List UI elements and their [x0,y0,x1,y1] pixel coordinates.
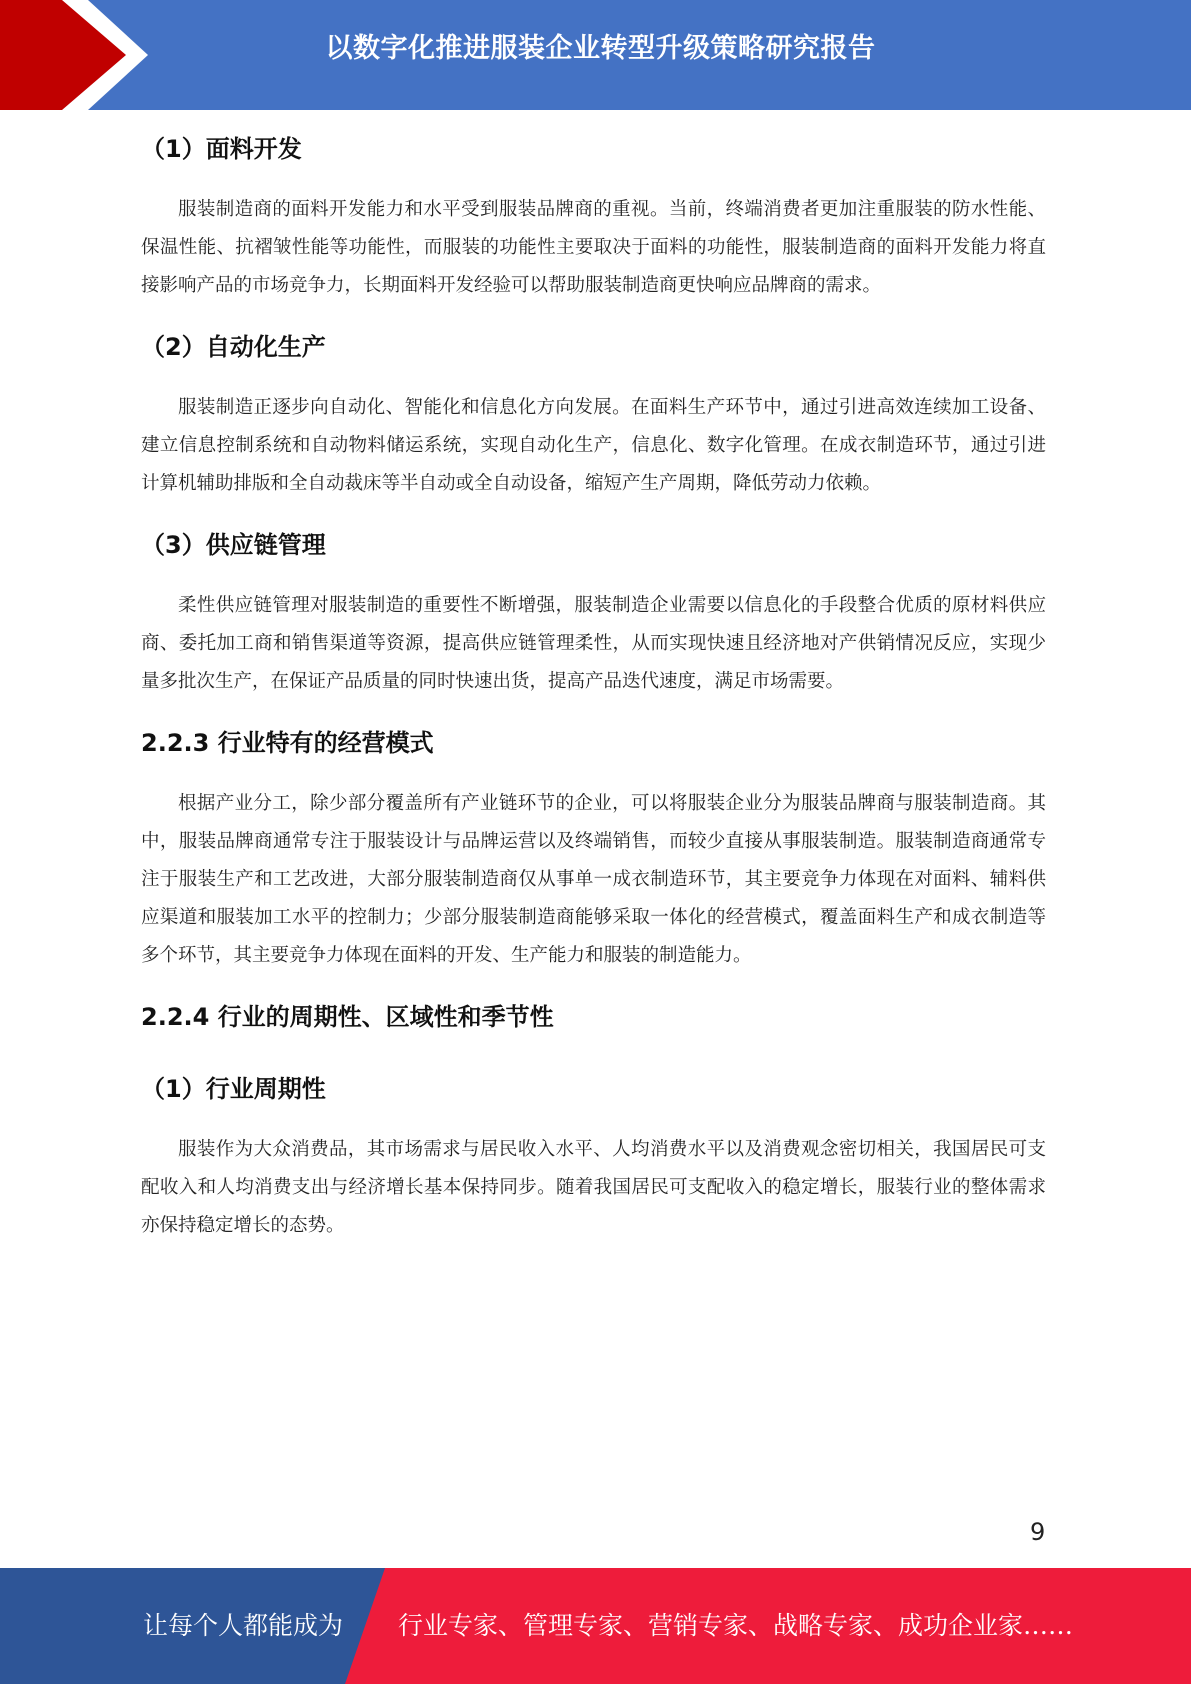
heading-automated-production: （2）自动化生产 [141,333,326,361]
heading-section-2-2-3: 2.2.3 行业特有的经营模式 [141,729,434,757]
page-number: 9 [1030,1518,1046,1546]
heading-fabric-development: （1）面料开发 [141,135,302,163]
paragraph-industry-cyclicality: 服装作为大众消费品，其市场需求与居民收入水平、人均消费水平以及消费观念密切相关，我国居民可支配收入和人均消费支出与经济增长基本保持同步。随着我国居民可支配收入的稳定增长，服装行业的整体需求亦保持稳定增长的态势。 [141,1139,1046,1236]
footer-slogan-left: 让每个人都能成为 [143,1611,344,1640]
heading-supply-chain: （3）供应链管理 [141,531,326,559]
page-header [0,0,1191,110]
heading-section-2-2-4: 2.2.4 行业的周期性、区域性和季节性 [141,1003,554,1031]
page-footer [0,1568,1191,1684]
footer-slogan-right: 行业专家、管理专家、营销专家、战略专家、成功企业家…… [398,1611,1074,1640]
paragraph-automated-production: 服装制造正逐步向自动化、智能化和信息化方向发展。在面料生产环节中，通过引进高效连续加工设备、建立信息控制系统和自动物料储运系统，实现自动化生产，信息化、数字化管理。在成衣制造环节，通过引进计算机辅助排版和全自动裁床等半自动或全自动设备，缩短产生产周期，降低劳动力依赖。 [141,397,1046,494]
paragraph-supply-chain: 柔性供应链管理对服装制造的重要性不断增强，服装制造企业需要以信息化的手段整合优质的原材料供应商、委托加工商和销售渠道等资源，提高供应链管理柔性，从而实现快速且经济地对产供销情况反应，实现少量多批次生产，在保证产品质量的同时快速出货，提高产品迭代速度，满足市场需要。 [141,595,1046,692]
header-arrow-icon [0,0,160,110]
paragraph-fabric-development: 服装制造商的面料开发能力和水平受到服装品牌商的重视。当前，终端消费者更加注重服装的防水性能、保温性能、抗褶皱性能等功能性，而服装的功能性主要取决于面料的功能性，服装制造商的面料开发能力将直接影响产品的市场竞争力，长期面料开发经验可以帮助服装制造商更快响应品牌商的需求。 [141,199,1046,296]
report-title: 以数字化推进服装企业转型升级策略研究报告 [325,33,876,64]
heading-industry-cyclicality: （1）行业周期性 [141,1075,326,1103]
page-content [141,110,1046,1245]
paragraph-business-model: 根据产业分工，除少部分覆盖所有产业链环节的企业，可以将服装企业分为服装品牌商与服装制造商。其中，服装品牌商通常专注于服装设计与品牌运营以及终端销售，而较少直接从事服装制造。服装制造商通常专注于服装生产和工艺改进，大部分服装制造商仅从事单一成衣制造环节，其主要竞争力体现在对面料、辅料供应渠道和服装加工水平的控制力；少部分服装制造商能够采取一体化的经营模式，覆盖面料生产和成衣制造等多个环节，其主要竞争力体现在面料的开发、生产能力和服装的制造能力。 [141,793,1046,966]
